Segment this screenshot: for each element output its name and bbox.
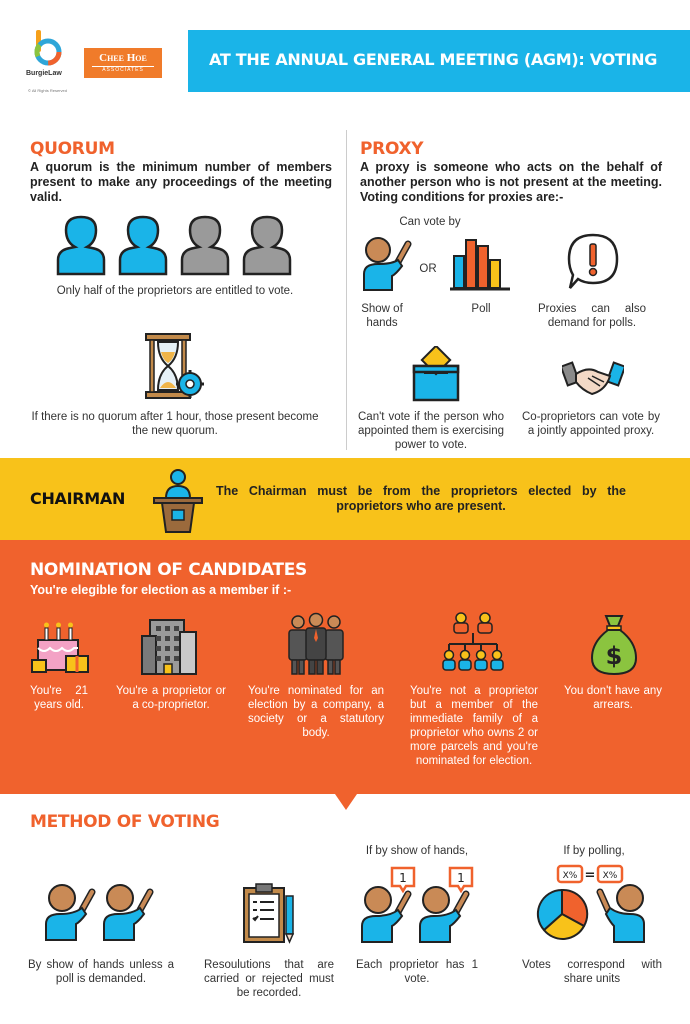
burgielaw-text: BurgieLaw: [26, 70, 62, 77]
cant-vote-label: Can't vote if the person who appointed them is exercising power to vote.: [358, 411, 504, 451]
money-bag-icon: [588, 612, 640, 676]
nomination-heading: NOMINATION OF CANDIDATES: [30, 560, 307, 580]
show-of-hands-label: Show of hands: [361, 303, 403, 329]
svg-text:$: $: [605, 642, 623, 670]
co-proprietors-label: Co-proprietors can vote by a jointly appointed proxy.: [522, 411, 660, 437]
vote-count-label: 1: [457, 871, 465, 885]
voting-item-hands: By show of hands unless a poll is demanded.: [28, 959, 174, 985]
demand-polls-label: Proxies can also demand for polls.: [538, 303, 646, 329]
nomination-item-family: You're not a proprietor but a member of the immediate family of a proprietor who owns 2 or more parcels and you're nominated for election.: [410, 685, 538, 767]
burgielaw-logo: [26, 28, 74, 78]
person-blue-icon: [120, 217, 166, 274]
or-label: OR: [419, 263, 437, 275]
equals-label: =: [584, 868, 596, 883]
podium-icon: [152, 468, 204, 534]
nomination-item-proprietor: You're a proprietor or a co-proprietor.: [116, 685, 226, 711]
person-grey-icon: [244, 217, 290, 274]
hourglass-caption: If there is no quorum after 1 hour, those present become the new quorum.: [31, 411, 319, 437]
voting-item-share-units: Votes correspond with share units: [522, 959, 662, 985]
quorum-description: A quorum is the minimum number of members present to make any proceedings of the meeting valid.: [30, 160, 332, 204]
nomination-item-age: You're 21 years old.: [30, 685, 88, 711]
cheehoe-logo: Chee Hoe ASSOCIATES: [84, 48, 162, 78]
page-title: AT THE ANNUAL GENERAL MEETING (AGM): VOTING: [209, 50, 658, 69]
quorum-people-icons: [54, 214, 298, 276]
exclamation-bubble-icon: [566, 232, 620, 292]
handshake-icon: [562, 356, 624, 400]
column-divider: [346, 130, 347, 450]
nomination-item-nominated: You're nominated for an election by a company, a society or a statutory body.: [248, 685, 384, 739]
vote-badges-people-icon: [360, 866, 476, 944]
nomination-subtitle: You're elegible for election as a member if :-: [30, 583, 292, 597]
percent-label: X%: [602, 871, 618, 881]
poll-bar-chart-icon: [450, 236, 512, 292]
person-blue-icon: [58, 217, 104, 274]
share-units-pie-icon: [536, 864, 652, 944]
proxy-heading: PROXY: [360, 139, 424, 159]
can-vote-by-label: Can vote by: [399, 216, 461, 228]
rights-text: © All Rights Reserved: [28, 88, 67, 93]
quorum-people-caption: Only half of the proprietors are entitled to vote.: [56, 285, 294, 297]
hourglass-gear-icon: [144, 332, 206, 402]
quorum-heading: QUORUM: [30, 139, 115, 159]
birthday-cake-icon: [30, 620, 90, 676]
poll-label: Poll: [471, 303, 491, 315]
business-people-icon: [284, 612, 348, 676]
chairman-heading: CHAIRMAN: [30, 489, 126, 508]
voting-item-recorded: Resoulutions that are carried or rejected must be recorded.: [204, 959, 334, 999]
voting-heading: METHOD OF VOTING: [30, 812, 220, 832]
nomination-pointer: [335, 794, 357, 810]
raising-hands-icon: [44, 880, 156, 942]
family-tree-icon: [440, 610, 506, 674]
vote-count-label: 1: [399, 871, 407, 885]
header: [0, 0, 690, 108]
if-hands-label: If by show of hands,: [365, 845, 469, 857]
ballot-box-icon: [410, 346, 462, 402]
nomination-item-arrears: You don't have any arrears.: [564, 685, 662, 711]
person-grey-icon: [182, 217, 228, 274]
if-polling-label: If by polling,: [563, 845, 625, 857]
proxy-description: A proxy is someone who acts on the behalf of another person who is not present at the meeting. Voting conditions for proxies are:-: [360, 160, 662, 204]
percent-label: X%: [562, 871, 578, 881]
buildings-icon: [140, 616, 198, 676]
chairman-text: The Chairman must be from the proprietors elected by the proprietors who are present.: [216, 484, 626, 513]
clipboard-checklist-icon: [242, 882, 298, 944]
raising-hand-icon: [362, 234, 414, 292]
title-banner: [188, 30, 690, 92]
voting-item-one-vote: Each proprietor has 1 vote.: [356, 959, 478, 985]
